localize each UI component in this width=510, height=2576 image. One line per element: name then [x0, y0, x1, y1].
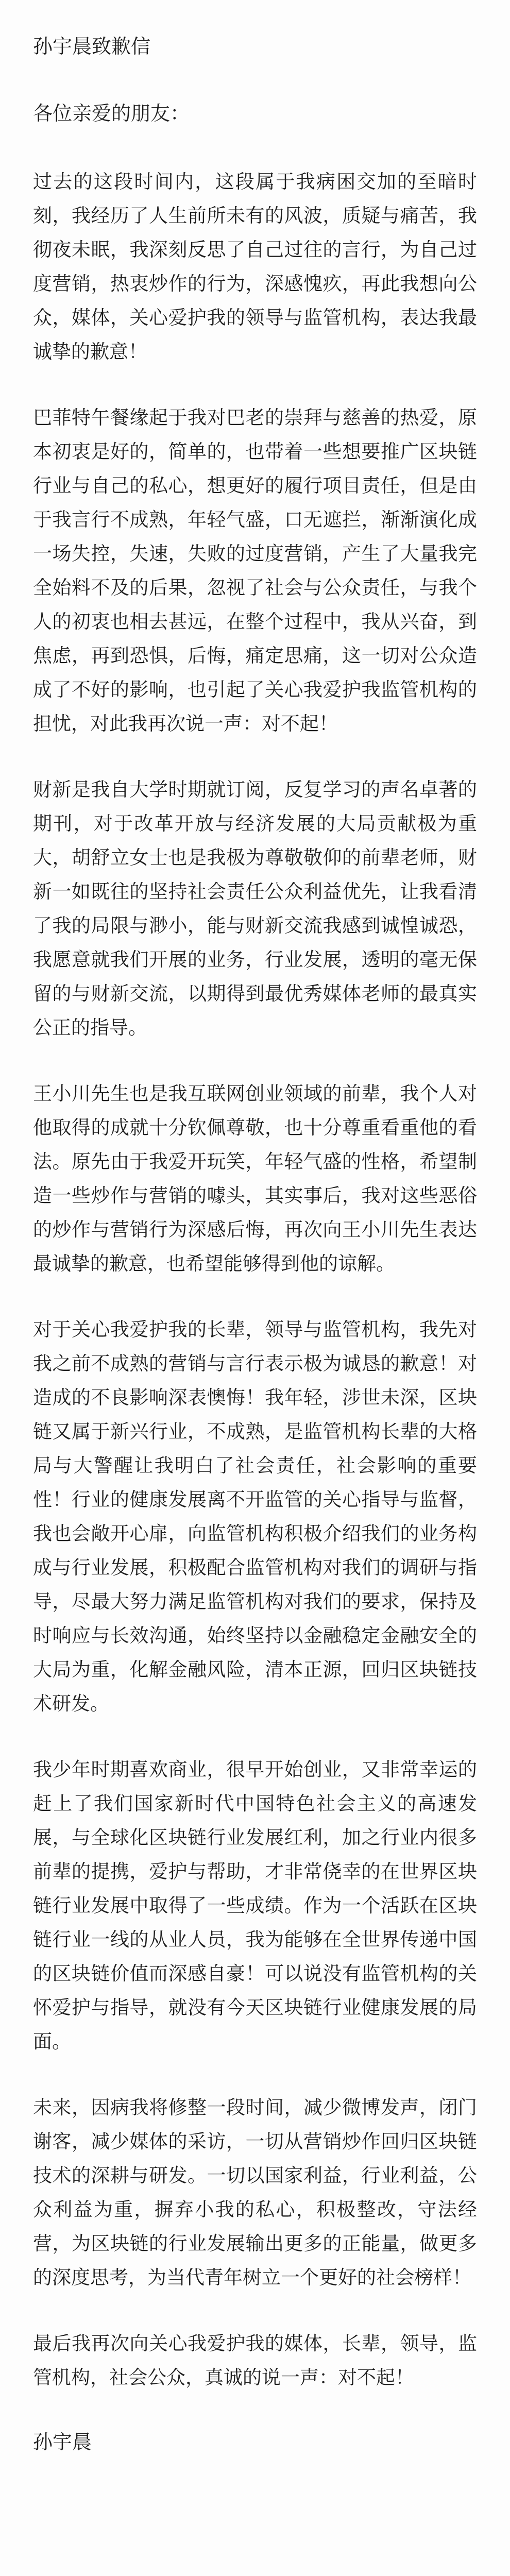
- paragraph-1: 过去的这段时间内，这段属于我病困交加的至暗时刻，我经历了人生前所未有的风波，质疑与痛苦，我彻夜未眠，我深刻反思了自己过往的言行，为自己过度营销，热衷炒作的行为，深感愧疚，再此我想向公众，媒体，关心爱护我的领导与监管机构，表达我最诚挚的歉意！: [33, 171, 477, 363]
- paragraph-8: 最后我再次向关心我爱护我的媒体，长辈，领导，监管机构，社会公众，真诚的说一声：对不起！: [33, 2332, 477, 2388]
- paragraph-5: 对于关心我爱护我的长辈，领导与监管机构，我先对我之前不成熟的营销与言行表示极为诚恳的歉意！对造成的不良影响深表懊悔！我年轻，涉世未深，区块链又属于新兴行业，不成熟，是监管机构长辈的大格局与大警醒让我明白了社会责任，社会影响的重要性！行业的健康发展离不开监管的关心指导与监督，我也会敞开心扉，向监管机构积极介绍我们的业务构成与行业发展，积极配合监管机构对我们的调研与指导，尽最大努力满足监管机构对我们的要求，保持及时响应与长效沟通，始终坚持以金融稳定金融安全的大局为重，化解金融风险，清本正源，回归区块链技术研发。: [33, 1318, 477, 1715]
- letter-document: [33, 31, 477, 2458]
- paragraph-6: 我少年时期喜欢商业，很早开始创业，又非常幸运的赶上了我们国家新时代中国特色社会主义的高速发展，与全球化区块链行业发展红利，加之行业内很多前辈的提携，爱护与帮助，才非常侥幸的在世界区块链行业发展中取得了一些成绩。作为一个活跃在区块链行业一线的从业人员，我为能够在全世界传递中国的区块链价值而深感自豪！可以说没有监管机构的关怀爱护与指导，就没有今天区块链行业健康发展的局面。: [33, 1758, 477, 2053]
- letter-signature: 孙宇晨: [33, 2431, 92, 2453]
- letter-greeting: 各位亲爱的朋友：: [33, 102, 190, 125]
- paragraph-4: 王小川先生也是我互联网创业领域的前辈，我个人对他取得的成就十分钦佩尊敬，也十分尊重看重他的看法。原先由于我爱开玩笑，年轻气盛的性格，希望制造一些炒作与营销的噱头，其实事后，我对这些恶俗的炒作与营销行为深感后悔，再次向王小川先生表达最诚挚的歉意，也希望能够得到他的谅解。: [33, 1082, 477, 1275]
- paragraph-7: 未来，因病我将修整一段时间，减少微博发声，闭门谢客，减少媒体的采访，一切从营销炒作回归区块链技术的深耕与研发。一切以国家利益，行业利益，公众利益为重，摒弃小我的私心，积极整改，守法经营，为区块链的行业发展输出更多的正能量，做更多的深度思考，为当代青年树立一个更好的社会榜样！: [33, 2096, 477, 2289]
- paragraph-3: 财新是我自大学时期就订阅，反复学习的声名卓著的期刊，对于改革开放与经济发展的大局贡献极为重大，胡舒立女士也是我极为尊敬敬仰的前辈老师，财新一如既往的坚持社会责任公众利益优先，让我看清了我的局限与渺小，能与财新交流我感到诚惶诚恐，我愿意就我们开展的业务，行业发展，透明的毫无保留的与财新交流，以期得到最优秀媒体老师的最真实公正的指导。: [33, 778, 477, 1039]
- paragraph-2: 巴菲特午餐缘起于我对巴老的崇拜与慈善的热爱，原本初衷是好的，简单的，也带着一些想要推广区块链行业与自己的私心，想更好的履行项目责任，但是由于我言行不成熟，年轻气盛，口无遮拦，渐渐演化成一场失控，失速，失败的过度营销，产生了大量我完全始料不及的后果，忽视了社会与公众责任，与我个人的初衷也相去甚远，在整个过程中，我从兴奋，到焦虑，再到恐惧，后悔，痛定思痛，这一切对公众造成了不好的影响，也引起了关心我爱护我监管机构的担忧，对此我再次说一声：对不起！: [33, 406, 477, 735]
- letter-title: 孙宇晨致歉信: [33, 35, 151, 58]
